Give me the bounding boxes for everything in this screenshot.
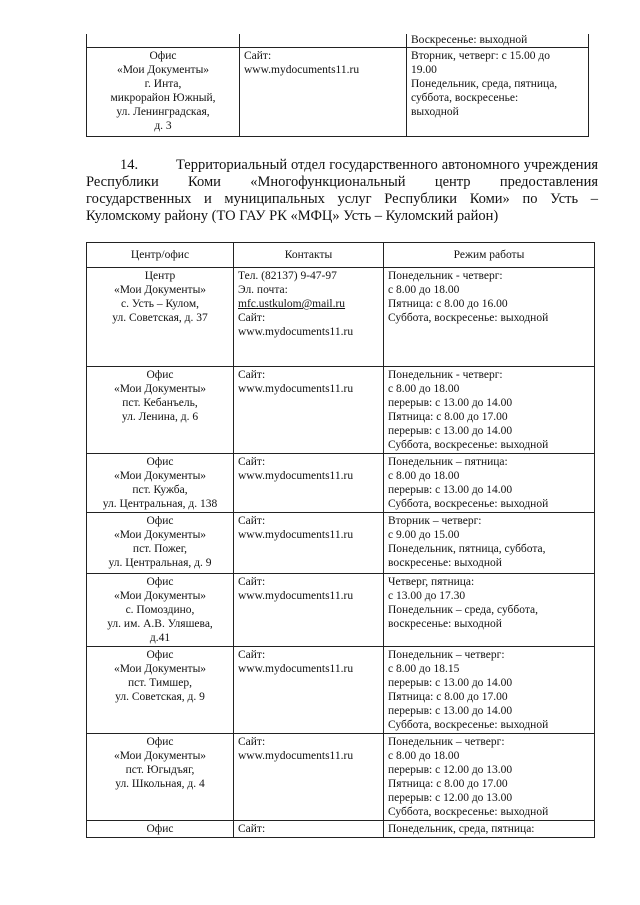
office-cell (87, 574, 234, 647)
schedule-cell (384, 454, 595, 513)
office-line: Офис (146, 576, 174, 588)
schedule-line: перерыв: с 13.00 до 14.00 (388, 484, 513, 496)
schedule-line: Четверг, пятница: (388, 576, 475, 588)
schedule-cell (407, 48, 589, 137)
schedule-line: Суббота, воскресенье: выходной (388, 719, 549, 731)
office-line: пст. Кебанъель, (122, 397, 198, 409)
office-line: Офис (146, 649, 174, 661)
text-line: Офис (149, 50, 177, 62)
contact-line: Тел. (82137) 9-47-97 (238, 270, 337, 282)
text-line: суббота, воскресенье: (411, 92, 519, 104)
contact-line: www.mydocuments11.ru (238, 529, 354, 541)
office-cell (87, 734, 234, 821)
contact-line: Сайт: (238, 312, 266, 324)
schedule-line: перерыв: с 12.00 до 13.00 (388, 764, 513, 776)
header-schedule: Режим работы (384, 243, 595, 268)
office-line: пст. Кужба, (132, 484, 188, 496)
contacts-cell (234, 734, 384, 821)
office-cell (87, 268, 234, 367)
schedule-line: Понедельник – среда, суббота, (388, 604, 539, 616)
text-line: Сайт: (244, 50, 272, 62)
office-line: «Мои Документы» (113, 470, 207, 482)
table-row (87, 48, 589, 137)
table-row (87, 574, 595, 647)
section-number: 14. (120, 157, 139, 173)
schedule-line: Суббота, воскресенье: выходной (388, 498, 549, 510)
schedule-lines (411, 49, 584, 119)
office-line: «Мои Документы» (113, 529, 207, 541)
office-line: «Мои Документы» (113, 284, 207, 296)
contact-line: Сайт: (238, 736, 266, 748)
schedule-line: Понедельник – пятница: (388, 456, 508, 468)
office-line: с. Усть – Кулом, (121, 298, 199, 310)
header-office: Центр/офис (87, 243, 234, 268)
schedule-cell (384, 821, 595, 838)
contact-line: Сайт: (238, 649, 266, 661)
office-line: ул. Ленина, д. 6 (121, 411, 199, 423)
schedule-line: Понедельник - четверг: (388, 270, 503, 282)
schedule-cell (384, 367, 595, 454)
text-line: выходной (411, 106, 459, 118)
contact-line: www.mydocuments11.ru (238, 326, 354, 338)
contact-line: www.mydocuments11.ru (238, 470, 354, 482)
offices-table (86, 242, 595, 838)
schedule-line: с 8.00 до 18.00 (388, 284, 460, 296)
table-row (87, 367, 595, 454)
section-heading (86, 157, 598, 225)
office-cell (87, 48, 240, 137)
schedule-line: Суббота, воскресенье: выходной (388, 439, 549, 451)
office-line: Офис (146, 736, 174, 748)
schedule-line: с 8.00 до 18.15 (388, 663, 460, 675)
contact-line: Эл. почта: (238, 284, 288, 296)
contacts-cell (234, 574, 384, 647)
office-line: ул. Школьная, д. 4 (115, 778, 205, 790)
schedule-line: перерыв: с 13.00 до 14.00 (388, 705, 513, 717)
text-line: www.mydocuments11.ru (244, 64, 360, 76)
contact-line: Сайт: (238, 576, 266, 588)
continuation-table (86, 34, 589, 137)
schedule-line: Понедельник – четверг: (388, 649, 505, 661)
office-cell (87, 513, 234, 574)
table-row (87, 34, 589, 48)
contacts-cell (234, 513, 384, 574)
office-lines (91, 49, 235, 133)
contact-line: Сайт: (238, 456, 266, 468)
office-line: ул. Центральная, д. 9 (108, 557, 212, 569)
schedule-line: Вторник – четверг: (388, 515, 482, 527)
schedule-line: перерыв: с 13.00 до 14.00 (388, 425, 513, 437)
office-line: ул. им. А.В. Уляшева, (107, 618, 213, 630)
table-row (87, 513, 595, 574)
table-row (87, 268, 595, 367)
schedule-line: перерыв: с 13.00 до 14.00 (388, 677, 513, 689)
contacts-cell (234, 268, 384, 367)
contacts-cell (234, 454, 384, 513)
office-cell (87, 367, 234, 454)
schedule-line: перерыв: с 12.00 до 13.00 (388, 792, 513, 804)
office-line: д.41 (149, 632, 171, 644)
schedule-line: Суббота, воскресенье: выходной (388, 806, 549, 818)
text-line: «Мои Документы» (116, 64, 210, 76)
contact-line: www.mydocuments11.ru (238, 383, 354, 395)
schedule-line: Понедельник - четверг: (388, 369, 503, 381)
schedule-line: Понедельник, среда, пятница: (388, 823, 535, 835)
header-contacts: Контакты (234, 243, 384, 268)
office-line: пст. Пожег, (132, 543, 188, 555)
schedule-line: Суббота, воскресенье: выходной (388, 312, 549, 324)
schedule-line: Пятница: с 8.00 до 16.00 (388, 298, 508, 310)
schedule-cell (384, 734, 595, 821)
office-line: ул. Советская, д. 37 (112, 312, 208, 324)
office-line: «Мои Документы» (113, 750, 207, 762)
office-line: Офис (146, 456, 174, 468)
schedule-line: Понедельник, пятница, суббота, (388, 543, 546, 555)
office-line: ул. Центральная, д. 138 (102, 498, 218, 510)
text-line: 19.00 (411, 64, 437, 76)
section-text: Территориальный отдел государственного автономного учреждения Республики Коми «Многофункциональный центр предоставления государственных и муниципальных услуг Республики Коми» по Усть – Куломскому району (ТО ГАУ РК «МФЦ» Усть – Куломский район) (86, 157, 598, 224)
schedule-cell (384, 513, 595, 574)
contact-line: Сайт: (238, 515, 266, 527)
office-line: Офис (146, 369, 174, 381)
text-line: д. 3 (154, 120, 172, 132)
contact-line: mfc.ustkulom@mail.ru (238, 298, 346, 310)
office-line: Центр (144, 270, 176, 282)
schedule-line: с 8.00 до 18.00 (388, 750, 460, 762)
schedule-line: с 8.00 до 18.00 (388, 383, 460, 395)
office-line: пст. Югыдъяг, (125, 764, 195, 776)
table-row (87, 821, 595, 838)
table-row (87, 647, 595, 734)
text-line: Понедельник, среда, пятница, (411, 78, 558, 90)
office-line: с. Помоздино, (125, 604, 195, 616)
contacts-cell (234, 821, 384, 838)
text-line: г. Инта, (144, 78, 182, 90)
office-line: «Мои Документы» (113, 590, 207, 602)
office-line: ул. Советская, д. 9 (115, 691, 205, 703)
schedule-line: Понедельник – четверг: (388, 736, 505, 748)
office-cell (87, 821, 234, 838)
schedule-cell (384, 647, 595, 734)
schedule-line: с 8.00 до 18.00 (388, 470, 460, 482)
office-line: Офис (146, 823, 174, 835)
office-line: пст. Тимшер, (128, 677, 192, 689)
schedule-cell (384, 574, 595, 647)
schedule-line: Пятница: с 8.00 до 17.00 (388, 691, 508, 703)
office-line: «Мои Документы» (113, 663, 207, 675)
contact-line: Сайт: (238, 823, 266, 835)
contact-line: www.mydocuments11.ru (238, 663, 354, 675)
offices-table-body (87, 268, 595, 838)
schedule-line: воскресенье: выходной (388, 618, 502, 630)
text-line: микрорайон Южный, (110, 92, 216, 104)
schedule-cell (384, 268, 595, 367)
table-header-row (87, 243, 595, 268)
contacts-lines (244, 49, 402, 77)
table-row (87, 454, 595, 513)
contact-line: Сайт: (238, 369, 266, 381)
schedule-line: перерыв: с 13.00 до 14.00 (388, 397, 513, 409)
schedule-cell (407, 34, 589, 48)
text-line: Вторник, четверг: с 15.00 до (411, 50, 550, 62)
contact-line: www.mydocuments11.ru (238, 590, 354, 602)
office-line: «Мои Документы» (113, 383, 207, 395)
schedule-line: Пятница: с 8.00 до 17.00 (388, 411, 508, 423)
schedule-line: с 9.00 до 15.00 (388, 529, 460, 541)
contact-line: www.mydocuments11.ru (238, 750, 354, 762)
contacts-cell (234, 367, 384, 454)
office-cell (87, 454, 234, 513)
contacts-cell (240, 48, 407, 137)
schedule-line: с 13.00 до 17.30 (388, 590, 466, 602)
text-line: ул. Ленинградская, (116, 106, 210, 118)
table-row (87, 734, 595, 821)
contacts-cell (234, 647, 384, 734)
office-line: Офис (146, 515, 174, 527)
schedule-line: Пятница: с 8.00 до 17.00 (388, 778, 508, 790)
schedule-line: воскресенье: выходной (388, 557, 502, 569)
schedule-line: Воскресенье: выходной (411, 34, 528, 46)
office-cell (87, 647, 234, 734)
